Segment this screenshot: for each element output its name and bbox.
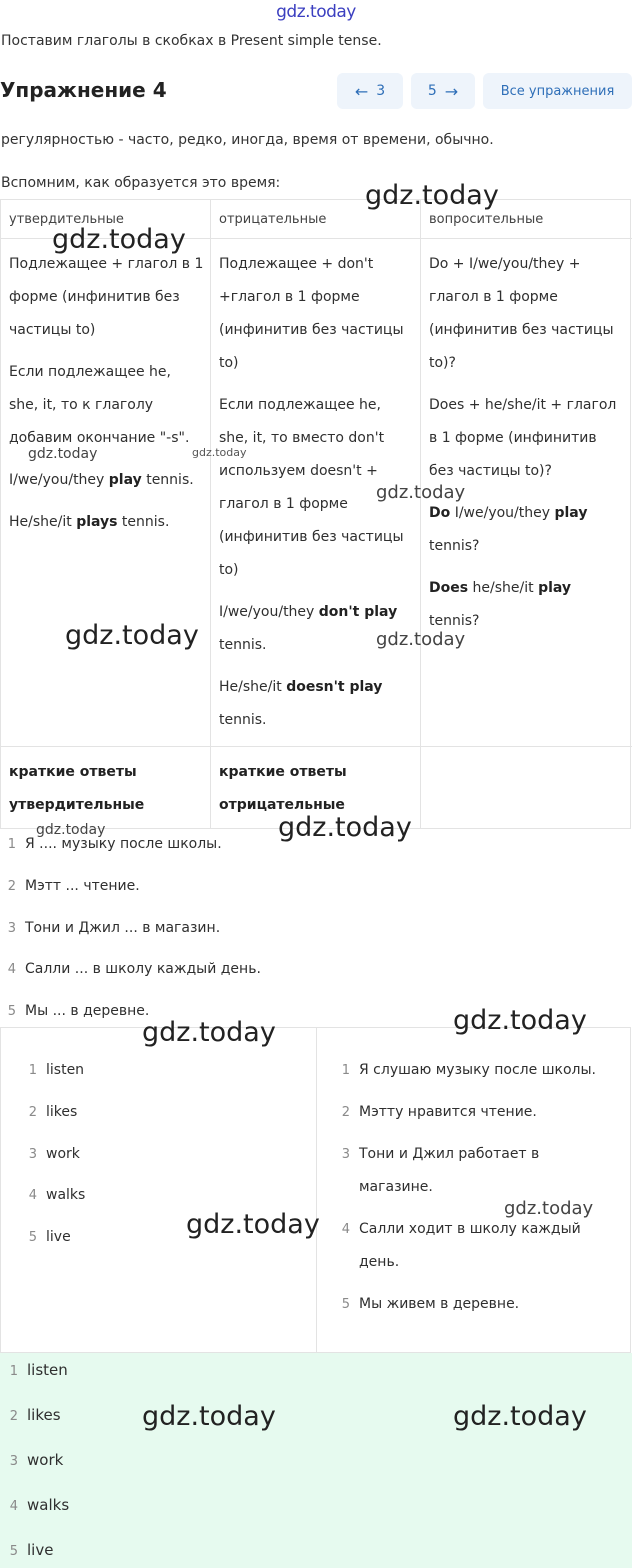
watermark: gdz.today [192,446,247,459]
item-text: Мэтту нравится чтение. [359,1104,537,1120]
answer-divider [316,1028,317,1352]
ex-text: He/she/it [219,679,287,695]
ex-text: I/we/you/they [219,604,319,620]
affirmative-cell [9,248,204,539]
arrow-left-icon: ← [354,81,369,101]
affirmative-rule: Подлежащее + глагол в 1 форме (инфинитив без частицы to) [9,256,204,338]
item-number: 1 [7,837,16,852]
ex-text: I/we/you/they [9,472,109,488]
watermark: gdz.today [365,180,499,211]
item-text: Мы живем в деревне. [359,1296,520,1312]
header-negative: отрицательные [219,212,327,227]
column-negative [211,200,421,828]
watermark: gdz.today [186,1209,320,1240]
ex-text: He/she/it [9,514,77,530]
intro-text: Поставим глаголы в скобках в Present simple tense. [1,33,382,49]
prev-exercise-button[interactable] [337,73,403,109]
item-text: listen [27,1361,68,1379]
answer-en-item [23,1054,84,1087]
question-rule: Do + I/we/you/they + глагол в 1 форме (инфинитив без частицы to)? [429,256,614,371]
item-number: 3 [9,1454,18,1469]
affirmative-example-2 [9,506,204,539]
arrow-right-icon: → [444,81,459,101]
item-text: Тони и Джил ... в магазин. [25,920,221,936]
affirmative-example-1 [9,464,204,497]
watermark: gdz.today [142,1017,276,1048]
watermark: gdz.today [453,1401,587,1432]
ex-verb: play [554,505,588,521]
column-affirmative [1,200,211,828]
all-exercises-label: Все упражнения [500,83,615,99]
short-answers-affirmative: краткие ответы утвердительные [9,764,145,813]
question-example-1 [429,497,625,563]
answer-ru-item [336,1054,596,1087]
watermark: gdz.today [376,629,466,650]
item-text: walks [46,1187,86,1203]
exercise-title: Упражнение 4 [0,78,167,102]
final-answer-item [0,1406,61,1424]
item-text: live [27,1541,54,1559]
negative-rule: Подлежащее + don't +глагол в 1 форме (инфинитив без частицы to) [219,256,404,371]
item-number: 1 [9,1364,18,1379]
all-exercises-button[interactable] [483,73,632,109]
watermark: gdz.today [142,1401,276,1432]
ex-text: I/we/you/they [450,505,555,521]
item-text: likes [27,1406,61,1424]
item-number: 2 [341,1105,350,1120]
ex-text: tennis. [141,472,194,488]
list-item [0,920,220,936]
list-item [0,961,261,977]
answer-ru-item-cont [359,1246,399,1279]
item-number: 3 [341,1147,350,1162]
watermark: gdz.today [52,224,186,255]
item-number: 2 [9,1409,18,1424]
ex-verb: play [108,472,142,488]
watermark: gdz.today [65,620,199,651]
item-number: 4 [9,1499,18,1514]
negative-rule-2: Если подлежащее he, she, it, то вместо don't используем doesn't + глагол в 1 форме (инфинитив без частицы to) [219,397,404,578]
frequency-paragraph: регулярностью - часто, редко, иногда, время от времени, обычно. [1,132,494,148]
ex-text: tennis? [429,538,480,554]
watermark: gdz.today [36,822,106,838]
item-text: Салли ходит в школу каждый [359,1221,581,1237]
answer-en-item [23,1138,80,1171]
item-number: 5 [28,1230,37,1245]
item-number: 3 [7,921,16,936]
item-text: Я .... музыку после школы. [25,836,222,852]
ex-verb: plays [76,514,118,530]
item-text: work [27,1451,64,1469]
item-text: магазине. [359,1179,433,1195]
header-affirmative: утвердительные [9,212,124,227]
watermark: gdz.today [504,1198,594,1219]
item-text: Мэтт ... чтение. [25,878,140,894]
item-number: 1 [341,1063,350,1078]
item-text: work [46,1146,80,1162]
item-text: Салли ... в школу каждый день. [25,961,261,977]
item-text: Тони и Джил работает в [359,1146,540,1162]
final-answer-item [0,1496,69,1514]
list-item [0,878,140,894]
ex-verb: don't play [318,604,398,620]
answer-box [0,1027,631,1353]
ex-text: he/she/it [468,580,539,596]
list-item [0,1003,149,1019]
item-text: Мы ... в деревне. [25,1003,150,1019]
item-number: 4 [28,1188,37,1203]
header-question: вопросительные [429,212,544,227]
item-number: 4 [341,1222,350,1237]
item-number: 1 [28,1063,37,1078]
final-answer-item [0,1361,68,1379]
question-cell [429,248,625,638]
item-text: listen [46,1062,85,1078]
answer-ru-item-cont [359,1171,433,1204]
item-text: live [46,1229,71,1245]
final-answer-item [0,1541,53,1559]
answer-en-item [23,1221,71,1254]
prev-exercise-label: 3 [376,83,386,99]
answer-ru-item [336,1096,537,1129]
affirmative-rule-2: Если подлежащее he, she, it, то к глаголу добавим окончание "-s". [9,364,190,446]
next-exercise-button[interactable] [411,73,475,109]
item-number: 2 [7,879,16,894]
grammar-table [0,199,631,829]
answer-ru-item [336,1288,519,1321]
item-text: день. [359,1254,400,1270]
ex-verb: doesn't play [286,679,383,695]
item-number: 4 [7,962,16,977]
final-answer-item [0,1451,63,1469]
answer-ru-item [336,1138,539,1171]
short-answers-negative: краткие ответы отрицательные [219,764,347,813]
watermark: gdz.today [376,482,466,503]
question-rule-2: Does + he/she/it + глагол в 1 форме (инфинитив без частицы to)? [429,397,617,479]
negative-example-2 [219,671,414,737]
item-text: Я слушаю музыку после школы. [359,1062,596,1078]
answer-en-item [23,1179,85,1212]
recall-paragraph: Вспомним, как образуется это время: [1,175,281,191]
list-item [0,836,222,852]
next-exercise-label: 5 [427,83,437,99]
final-answer-box [0,1353,632,1568]
site-logo[interactable]: gdz.today [276,2,356,22]
watermark: gdz.today [278,812,412,843]
ex-text: tennis. [219,637,267,653]
item-text: likes [46,1104,78,1120]
item-text: walks [27,1496,70,1514]
item-number: 5 [341,1297,350,1312]
item-number: 5 [9,1544,18,1559]
item-number: 3 [28,1147,37,1162]
watermark: gdz.today [28,446,98,462]
ex-text: tennis. [117,514,170,530]
ex-aux: Does [429,580,469,596]
answer-en-item [23,1096,77,1129]
ex-text: tennis. [219,712,267,728]
ex-text: tennis? [429,613,480,629]
ex-verb: play [538,580,572,596]
item-number: 5 [7,1004,16,1019]
watermark: gdz.today [453,1005,587,1036]
table-divider [1,746,632,747]
item-number: 2 [28,1105,37,1120]
column-question [421,200,631,828]
ex-aux: Do [429,505,451,521]
